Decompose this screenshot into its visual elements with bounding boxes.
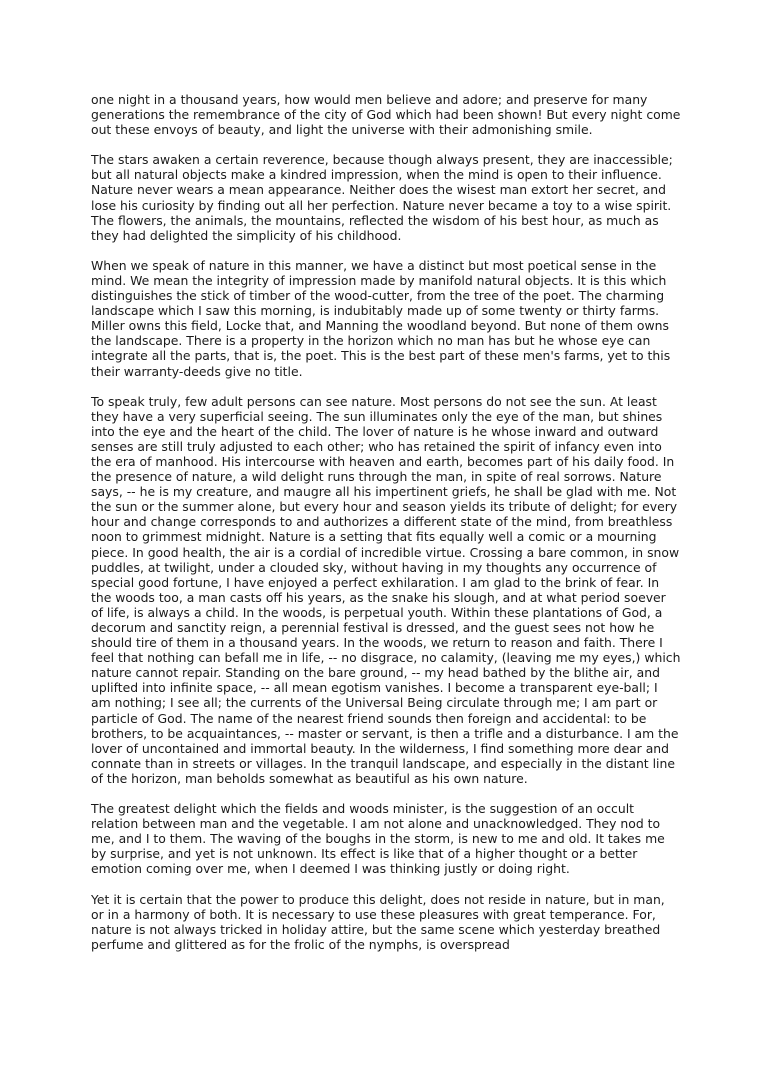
paragraph-1: one night in a thousand years, how would men believe and adore; and preserve for many generations the remembrance of the city of God which had been shown! But every night come out these envoys of beauty, and light the universe with their admonishing smile. — [91, 92, 681, 138]
paragraph-5: The greatest delight which the fields and woods minister, is the suggestion of an occult relation between man and the vegetable. I am not alone and unacknowledged. They nod to me, and I to them. The waving of the boughs in the storm, is new to me and old. It takes me by surprise, and yet is not unknown. Its effect is like that of a higher thought or a better emotion coming over me, when I deemed I was thinking justly or doing right. — [91, 801, 665, 877]
paragraph-3: When we speak of nature in this manner, we have a distinct but most poetical sense in the mind. We mean the integrity of impression made by manifold natural objects. It is this which distinguishes the stick of timber of the wood-cutter, from the tree of the poet. The charming landscape which I saw this morning, is indubitably made up of some twenty or thirty farms. Miller owns this field, Locke that, and Manning the woodland beyond. But none of them owns the landscape. There is a property in the horizon which no man has but he whose eye can integrate all the parts, that is, the poet. This is the best part of these men's farms, yet to this their warranty-deeds give no title. — [91, 257, 671, 379]
document-page — [91, 92, 681, 967]
paragraph-4: To speak truly, few adult persons can see nature. Most persons do not see the sun. At least they have a very superficial seeing. The sun illuminates only the eye of the man, but shines into the eye and the heart of the child. The lover of nature is he whose inward and outward senses are still truly adjusted to each other; who has retained the spirit of infancy even into the era of manhood. His intercourse with heaven and earth, becomes part of his daily food. In the presence of nature, a wild delight runs through the man, in spite of real sorrows. Nature says, -- he is my creature, and maugre all his impertinent griefs, he shall be glad with me. Not the sun or the summer alone, but every hour and season yields its tribute of delight; for every hour and change corresponds to and authorizes a different state of the mind, from breathless noon to grimmest midnight. Nature is a setting that fits equally well a comic or a mourning piece. In good health, the air is a cordial of incredible virtue. Crossing a bare common, in snow puddles, at twilight, under a clouded sky, without having in my thoughts any occurrence of special good fortune, I have enjoyed a perfect exhilaration. I am glad to the brink of fear. In the woods too, a man casts off his years, as the snake his slough, and at what period soever of life, is always a child. In the woods, is perpetual youth. Within these plantations of God, a decorum and sanctity reign, a perennial festival is dressed, and the guest sees not how he should tire of them in a thousand years. In the woods, we return to reason and faith. There I feel that nothing can befall me in life, -- no disgrace, no calamity, (leaving me my eyes,) which nature cannot repair. Standing on the bare ground, -- my head bathed by the blithe air, and uplifted into infinite space, -- all mean egotism vanishes. I become a transparent eye-ball; I am nothing; I see all; the currents of the Universal Being circulate through me; I am part or particle of God. The name of the nearest friend sounds then foreign and accidental: to be brothers, to be acquaintances, -- master or servant, is then a trifle and a disturbance. I am the lover of uncontained and immortal beauty. In the wilderness, I find something more dear and connate than in streets or villages. In the tranquil landscape, and especially in the distant line of the horizon, man beholds somewhat as beautiful as his own nature. — [91, 393, 681, 786]
paragraph-2: The stars awaken a certain reverence, because though always present, they are inaccessible; but all natural objects make a kindred impression, when the mind is open to their influence. Nature never wears a mean appearance. Neither does the wisest man extort her secret, and lose his curiosity by finding out all her perfection. Nature never became a toy to a wise spirit. The flowers, the animals, the mountains, reflected the wisdom of his best hour, as much as they had delighted the simplicity of his childhood. — [91, 152, 673, 243]
paragraph-6: Yet it is certain that the power to produce this delight, does not reside in nature, but in man, or in a harmony of both. It is necessary to use these pleasures with great temperance. For, nature is not always tricked in holiday attire, but the same scene which yesterday breathed perfume and glittered as for the frolic of the nymphs, is overspread — [91, 891, 665, 952]
